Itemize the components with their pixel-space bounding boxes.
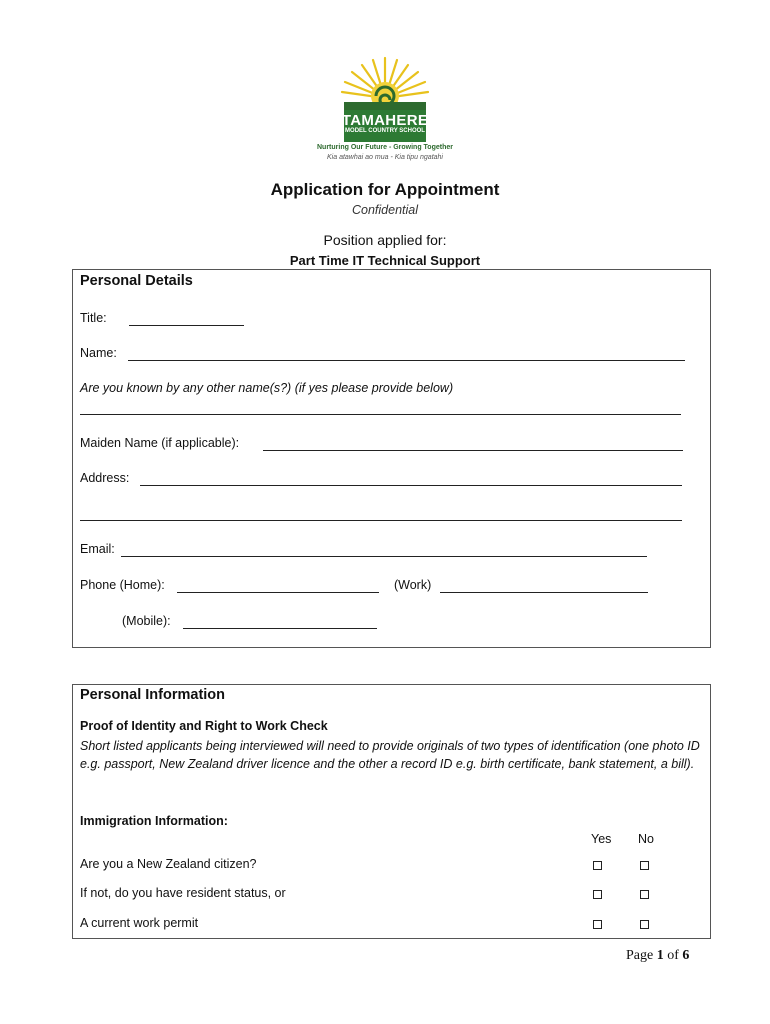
resident-yes-checkbox[interactable] (593, 890, 602, 899)
citizen-yes-checkbox[interactable] (593, 861, 602, 870)
title-label: Title: (80, 311, 107, 325)
question-resident: If not, do you have resident status, or (80, 886, 286, 900)
work-permit-yes-checkbox[interactable] (593, 920, 602, 929)
question-citizen: Are you a New Zealand citizen? (80, 857, 257, 871)
title-field[interactable] (129, 325, 244, 326)
page-of: of (667, 948, 679, 963)
resident-no-checkbox[interactable] (640, 890, 649, 899)
email-label: Email: (80, 542, 115, 556)
position-label: Position applied for: (323, 232, 447, 248)
address-field-1[interactable] (140, 485, 682, 486)
mobile-label: (Mobile): (122, 614, 171, 628)
address-label: Address: (80, 471, 130, 485)
logo-name: TAMAHERE (341, 112, 429, 129)
position-value: Part Time IT Technical Support (289, 253, 481, 268)
no-column-header: No (638, 832, 654, 846)
yes-column-header: Yes (591, 832, 612, 846)
address-field-2[interactable] (80, 520, 682, 521)
immigration-heading: Immigration Information: (80, 814, 228, 828)
mobile-field[interactable] (183, 628, 377, 629)
other-names-label: Are you known by any other name(s?) (if yes please provide below) (80, 381, 454, 395)
logo-subtitle: MODEL COUNTRY SCHOOL (345, 128, 425, 134)
other-names-field[interactable] (80, 414, 681, 415)
phone-home-label: Phone (Home): (80, 578, 165, 592)
page-total: 6 (682, 948, 690, 963)
phone-work-field[interactable] (440, 592, 648, 593)
page-prefix: Page (626, 948, 654, 963)
question-work-permit: A current work permit (80, 916, 199, 930)
citizen-no-checkbox[interactable] (640, 861, 649, 870)
logo-tagline: Nurturing Our Future - Growing Together (317, 144, 453, 151)
phone-home-field[interactable] (177, 592, 379, 593)
personal-information-heading: Personal Information (80, 687, 226, 703)
email-field[interactable] (121, 556, 647, 557)
proof-text: Short listed applicants being interviewed will need to provide originals of two types of identification (one photo ID e.g. passport, New Zealand driver licence and the other a record ID e.g. birth certificate, bank statement, a bill). (80, 739, 700, 771)
page-subtitle: Confidential (351, 203, 418, 217)
page-title: Application for Appointment (270, 180, 500, 199)
page-number (626, 948, 689, 964)
proof-heading: Proof of Identity and Right to Work Check (80, 719, 328, 733)
maiden-name-field[interactable] (263, 450, 683, 451)
logo-tagline-maori: Kia atawhai ao mua - Kia tipu ngatahi (327, 154, 443, 161)
work-permit-no-checkbox[interactable] (640, 920, 649, 929)
personal-details-heading: Personal Details (80, 273, 193, 289)
phone-work-label: (Work) (394, 578, 432, 592)
page-current: 1 (656, 948, 664, 963)
name-label: Name: (80, 346, 117, 360)
maiden-name-label: Maiden Name (if applicable): (80, 436, 240, 450)
name-field[interactable] (128, 360, 685, 361)
